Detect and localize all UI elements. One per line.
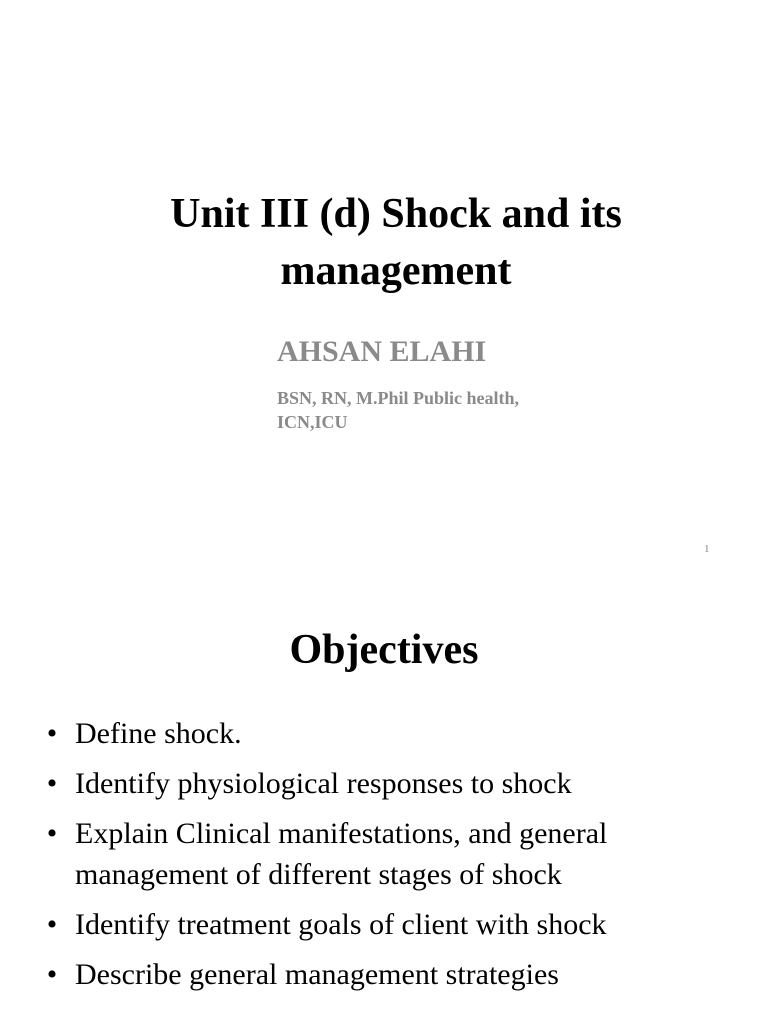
list-item-text: Define shock. bbox=[75, 717, 242, 750]
objectives-list bbox=[40, 713, 740, 1004]
bullet-icon: • bbox=[46, 958, 58, 991]
list-item bbox=[40, 763, 740, 804]
list-item bbox=[40, 813, 740, 895]
list-item-text: Identify treatment goals of client with shock bbox=[75, 908, 607, 941]
author-name: AHSAN ELAHI bbox=[277, 335, 487, 368]
slide-title: Unit III (d) Shock and its management bbox=[170, 191, 622, 294]
list-item bbox=[40, 904, 740, 945]
list-item-text: Describe general management strategies bbox=[75, 958, 559, 991]
list-item bbox=[40, 954, 740, 995]
list-item bbox=[40, 713, 740, 754]
objectives-slide bbox=[0, 576, 768, 1024]
bullet-icon: • bbox=[46, 717, 58, 750]
bullet-icon: • bbox=[46, 817, 58, 850]
bullet-icon: • bbox=[46, 908, 58, 941]
bullet-icon: • bbox=[46, 767, 58, 800]
page-number: 1 bbox=[704, 543, 710, 555]
objectives-title: Objectives bbox=[289, 627, 479, 673]
author-credentials: BSN, RN, M.Phil Public health, ICN,ICU bbox=[277, 388, 520, 432]
list-item-text: Identify physiological responses to shock bbox=[75, 767, 572, 800]
list-item-text: Explain Clinical manifestations, and general management of different stages of shock bbox=[75, 817, 608, 891]
